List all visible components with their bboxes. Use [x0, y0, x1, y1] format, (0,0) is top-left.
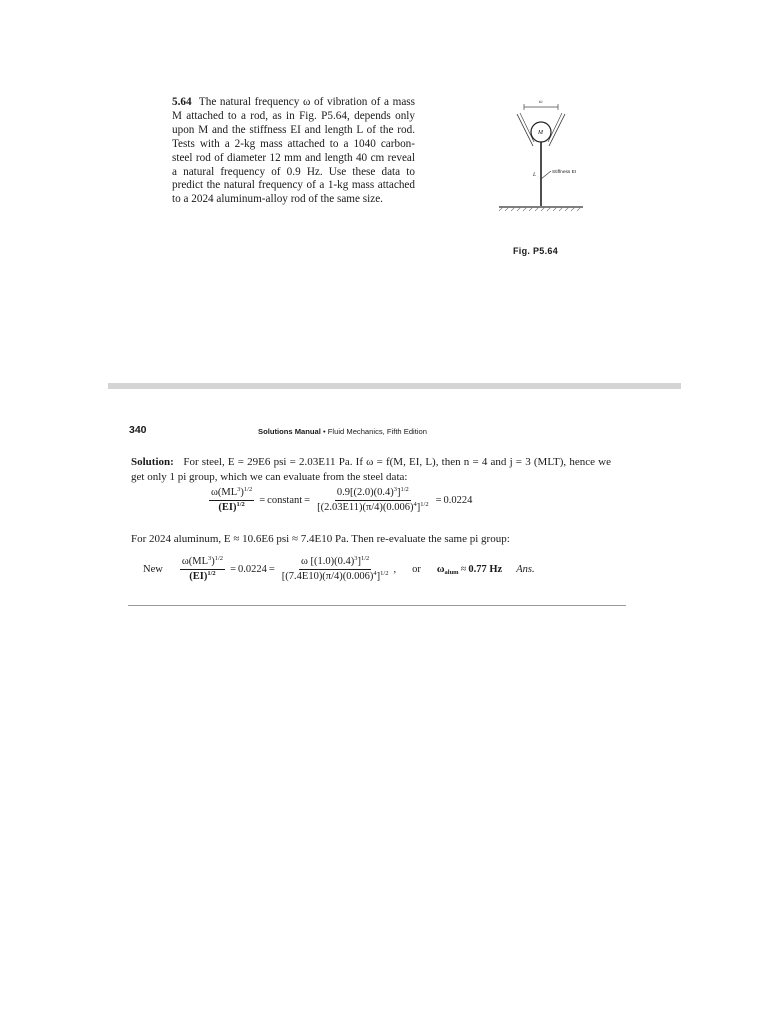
bullet: •	[323, 427, 326, 436]
eq1-constant: constant	[267, 495, 303, 506]
page-separator	[108, 383, 681, 389]
eq1-lhs-fraction: $\frac{\omega(ML^3)^{1/2}}{(EI)^{1/2}}$	[211, 486, 253, 513]
eq2-value: 0.0224	[237, 564, 267, 575]
book-title: Fluid Mechanics, Fifth Edition	[327, 427, 427, 436]
solution-body: For steel, E = 29E6 psi = 2.03E11 Pa. If ω = f(M, EI, L), then n = 4 and j = 3 (MLT), hence we get only 1 pi group, which we can evaluate from the steel data:	[131, 456, 611, 483]
eq2-ans-label: Ans.	[516, 564, 535, 575]
fig-length-label: L	[533, 172, 537, 178]
eq2-answer: 0.77 Hz	[468, 564, 503, 575]
eq2-new-word: New	[143, 564, 163, 575]
eq1-rhs-fraction: $\frac{0.9[(2.0)(0.4)^3]^{1/2}}{[(2.03E11)(\pi/4)(0.006)^4]^{1/2}}$	[317, 486, 429, 513]
page-number: 340	[129, 424, 147, 436]
manual-title: Solutions Manual	[258, 427, 321, 436]
problem-text: The natural frequency ω of vibration of a mass M attached to a rod, as in Fig. P5.64, depends only upon M and the stiffness EI and length L of the rod. Tests with a 2-kg mass attached to a 1040 carbon-steel rod of diameter 12 mm and length 40 cm reveal a natural frequency of 0.9 Hz. Use these data to predict the natural frequency of a 1-kg mass attached to a 2024 aluminum-alloy rod of the same size.	[172, 96, 416, 206]
eq1-result: 0.0224	[443, 495, 473, 506]
eq2-lhs-fraction: $\frac{\omega(ML^3)^{1/2}}{(EI)^{1/2}}$	[181, 555, 224, 582]
fig-stiffness-label: Stiffness EI	[552, 170, 577, 175]
figure-p5-64	[497, 100, 587, 264]
pi-group-equation-aluminum: New $\frac{\omega(ML^3)^{1/2}}{(EI)^{1/2}}$ = 0.0224 = $\frac{\omega [(1.0)(0.4)^3]^{1/2}}{[(7.4E10)(\pi/4)(0.006)^4]^{1/2}}$ , or $\omega_{alum}$ ≈ 0.77 Hz Ans.	[143, 555, 535, 582]
figure-caption: Fig. P5.64	[513, 246, 559, 256]
solution-label: Solution:	[131, 456, 174, 468]
running-head	[258, 427, 427, 436]
eq2-rhs-fraction: $\frac{\omega [(1.0)(0.4)^3]^{1/2}}{[(7.4E10)(\pi/4)(0.006)^4]^{1/2}}$	[281, 555, 389, 582]
fig-mass-label: M	[538, 130, 543, 136]
solution-paragraph	[131, 455, 611, 484]
problem-number: 5.64	[172, 96, 192, 108]
rod-mass-diagram	[497, 100, 587, 264]
eq2-or: or	[412, 564, 421, 575]
aluminum-line: For 2024 aluminum, E ≈ 10.6E6 psi ≈ 7.4E10 Pa. Then re-evaluate the same pi group:	[131, 533, 510, 545]
fig-omega-label: ω	[539, 100, 543, 105]
pi-group-equation-steel: $\frac{\omega(ML^3)^{1/2}}{(EI)^{1/2}}$ = constant = $\frac{0.9[(2.0)(0.4)^3]^{1/2}}{[(2.03E11)(\pi/4)(0.006)^4]^{1/2}}$ = 0.0224	[211, 486, 473, 513]
problem-statement	[172, 96, 415, 207]
bottom-rule	[128, 605, 626, 606]
eq2-omega-alum: $\omega_{alum}$	[436, 564, 459, 576]
